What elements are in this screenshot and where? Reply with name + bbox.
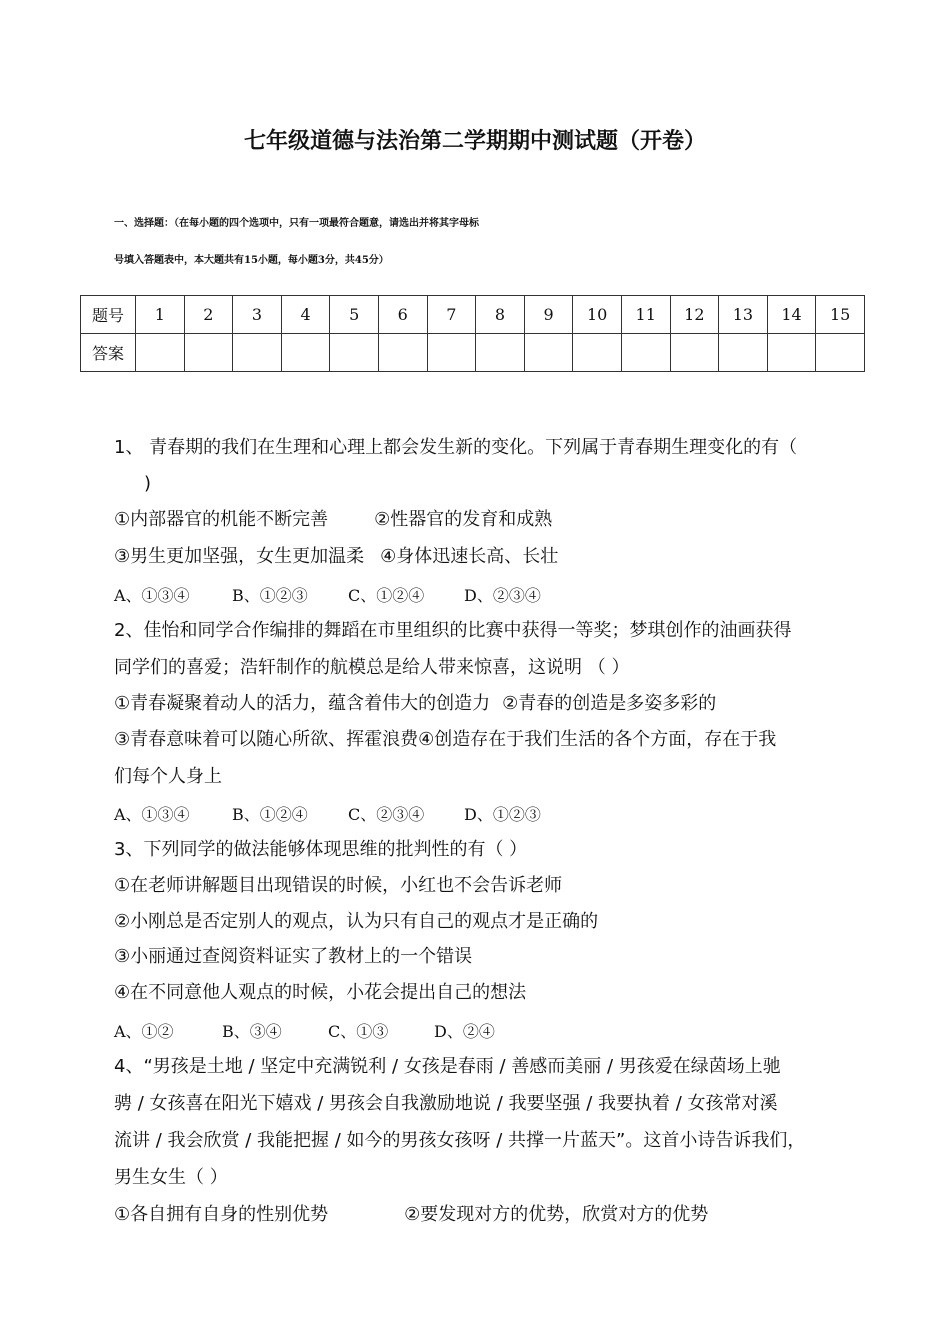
question-number: 4 — [281, 296, 330, 334]
question-number: 13 — [719, 296, 768, 334]
q4-statements-row1 — [114, 1203, 708, 1227]
section-instructions-line1: 一、选择题：（在每小题的四个选项中，只有一项最符合题意，请选出并将其字母标 — [114, 218, 479, 229]
question-number: 8 — [476, 296, 525, 334]
answer-cell[interactable] — [767, 334, 816, 372]
q2-statements-row1 — [114, 692, 716, 716]
q3-statement-4: ④在不同意他人观点的时候，小花会提出自己的想法 — [114, 982, 527, 1003]
q4-statement-1: ①各自拥有自身的性别优势 — [114, 1204, 329, 1225]
answer-cell[interactable] — [378, 334, 427, 372]
answer-cell[interactable] — [816, 334, 865, 372]
answer-cell[interactable] — [621, 334, 670, 372]
q2-statement-3-cont: 们每个人身上 — [114, 766, 222, 787]
answer-table — [80, 295, 865, 372]
q3-statement-2: ②小刚总是否定别人的观点，认为只有自己的观点才是正确的 — [114, 911, 599, 932]
answer-cell[interactable] — [476, 334, 525, 372]
q4-statement-2: ②要发现对方的优势，欣赏对方的优势 — [404, 1204, 709, 1225]
question-number: 11 — [621, 296, 670, 334]
question-number: 7 — [427, 296, 476, 334]
q3-options — [114, 1020, 495, 1044]
answer-cell[interactable] — [670, 334, 719, 372]
row-label-answer: 答案 — [81, 334, 136, 372]
q2-option-a[interactable]: A、①③④ — [114, 805, 190, 824]
page-title: 七年级道德与法治第二学期期中测试题（开卷） — [243, 129, 706, 154]
question-number: 3 — [233, 296, 282, 334]
answer-table-answer-row — [81, 334, 865, 372]
answer-cell[interactable] — [136, 334, 185, 372]
q2-statement-1: ①青春凝聚着动人的活力，蕴含着伟大的创造力 — [114, 693, 491, 714]
q1-statement-1: ①内部器官的机能不断完善 — [114, 509, 329, 530]
section-instructions-line2: 号填入答题表中，本大题共有15小题，每小题3分，共45分） — [114, 255, 389, 266]
answer-cell[interactable] — [233, 334, 282, 372]
q3-option-d[interactable]: D、②④ — [434, 1022, 495, 1041]
q1-options — [114, 584, 541, 608]
question-number: 9 — [524, 296, 573, 334]
answer-cell[interactable] — [427, 334, 476, 372]
question-number: 14 — [767, 296, 816, 334]
q1-option-c[interactable]: C、①②④ — [348, 586, 425, 605]
answer-cell[interactable] — [281, 334, 330, 372]
q2-option-b[interactable]: B、①②④ — [232, 805, 308, 824]
question-number: 15 — [816, 296, 865, 334]
q4-stem-line1: 4、“男孩是土地 / 坚定中充满锐利 / 女孩是春雨 / 善感而美丽 / 男孩爱在绿茵场上驰 — [114, 1056, 781, 1077]
q1-statements-row2 — [114, 545, 558, 569]
q1-statements-row1 — [114, 508, 552, 532]
q2-stem-line1: 2、佳怡和同学合作编排的舞蹈在市里组织的比赛中获得一等奖；梦琪创作的油画获得 — [114, 620, 792, 641]
question-number: 1 — [136, 296, 185, 334]
q2-option-c[interactable]: C、②③④ — [348, 805, 425, 824]
q1-option-b[interactable]: B、①②③ — [232, 586, 308, 605]
question-number: 10 — [573, 296, 622, 334]
q2-stem-line2: 同学们的喜爱；浩轩制作的航模总是给人带来惊喜，这说明 （ ） — [114, 657, 630, 678]
q2-option-d[interactable]: D、①②③ — [464, 805, 541, 824]
question-number: 2 — [184, 296, 233, 334]
answer-cell[interactable] — [184, 334, 233, 372]
answer-cell[interactable] — [719, 334, 768, 372]
q3-option-a[interactable]: A、①② — [114, 1022, 174, 1041]
q1-stem-line1: 1、 青春期的我们在生理和心理上都会发生新的变化。下列属于青春期生理变化的有（ — [114, 437, 798, 458]
q2-statement-2: ②青春的创造是多姿多彩的 — [502, 693, 717, 714]
question-number: 12 — [670, 296, 719, 334]
q2-options — [114, 803, 541, 827]
row-label-number: 题号 — [81, 296, 136, 334]
q3-statement-1: ①在老师讲解题目出现错误的时候，小红也不会告诉老师 — [114, 875, 563, 896]
question-number: 6 — [378, 296, 427, 334]
q1-statement-3: ③男生更加坚强，女生更加温柔 — [114, 546, 365, 567]
q4-stem-line3: 流讲 / 我会欣赏 / 我能把握 / 如今的男孩女孩呀 / 共撑一片蓝天”。这首小诗告诉我们， — [114, 1130, 806, 1151]
q3-option-c[interactable]: C、①③ — [328, 1022, 389, 1041]
answer-cell[interactable] — [573, 334, 622, 372]
q1-stem-line2: ) — [144, 473, 152, 494]
answer-cell[interactable] — [524, 334, 573, 372]
q1-option-d[interactable]: D、②③④ — [464, 586, 541, 605]
q2-statement-3: ③青春意味着可以随心所欲、挥霍浪费④创造存在于我们生活的各个方面，存在于我 — [114, 729, 777, 750]
q1-statement-2: ②性器官的发育和成熟 — [374, 509, 553, 530]
answer-table-number-row — [81, 296, 865, 334]
q4-stem-line2: 骋 / 女孩喜在阳光下嬉戏 / 男孩会自我激励地说 / 我要坚强 / 我要执着 / 女孩常对溪 — [114, 1093, 778, 1114]
answer-cell[interactable] — [330, 334, 379, 372]
q3-stem: 3、下列同学的做法能够体现思维的批判性的有（ ） — [114, 839, 528, 860]
question-number: 5 — [330, 296, 379, 334]
q1-statement-4: ④身体迅速长高、长壮 — [380, 546, 559, 567]
q3-option-b[interactable]: B、③④ — [222, 1022, 282, 1041]
q4-stem-line4: 男生女生（ ） — [114, 1167, 228, 1188]
q3-statement-3: ③小丽通过查阅资料证实了教材上的一个错误 — [114, 946, 473, 967]
q1-option-a[interactable]: A、①③④ — [114, 586, 190, 605]
